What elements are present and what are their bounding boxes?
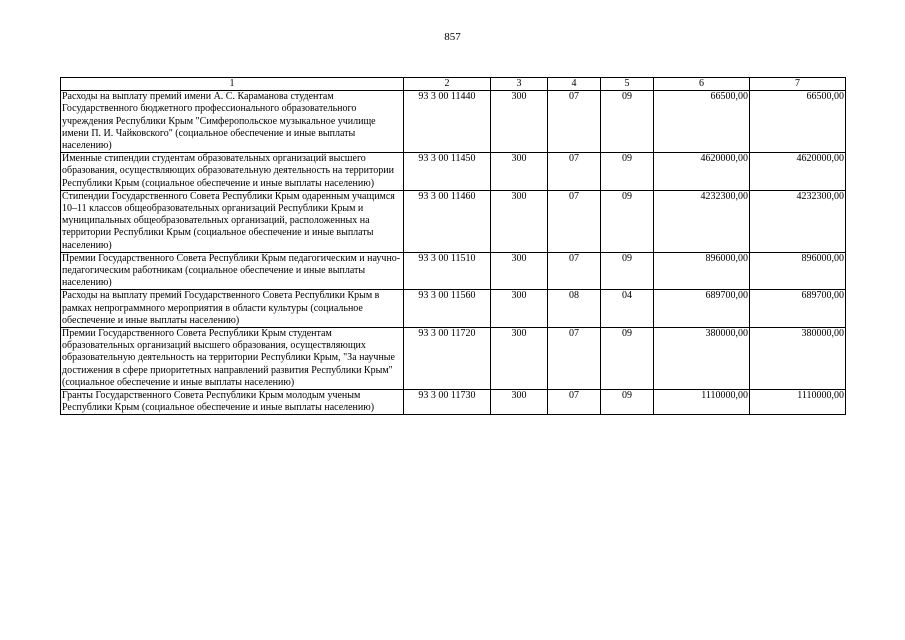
row-col3: 300 [491, 328, 548, 390]
row-col6: 380000,00 [654, 328, 750, 390]
row-col6: 4232300,00 [654, 190, 750, 252]
row-code: 93 3 00 11440 [404, 91, 491, 153]
row-col6: 66500,00 [654, 91, 750, 153]
row-col6: 1110000,00 [654, 390, 750, 415]
row-col6: 689700,00 [654, 290, 750, 328]
row-col3: 300 [491, 290, 548, 328]
table-row [61, 153, 846, 191]
header-cell: 5 [601, 78, 654, 91]
row-col4: 07 [548, 328, 601, 390]
row-col4: 07 [548, 153, 601, 191]
row-code: 93 3 00 11720 [404, 328, 491, 390]
header-cell: 4 [548, 78, 601, 91]
row-col6: 4620000,00 [654, 153, 750, 191]
row-col4: 07 [548, 390, 601, 415]
row-col6: 896000,00 [654, 252, 750, 290]
row-col7: 380000,00 [750, 328, 846, 390]
row-description: Именные стипендии студентам образовательных организаций высшего образования, осуществляющих образовательную деятельность на территории Республики Крым (социальное обеспечение и иные выплаты населению) [61, 153, 404, 191]
row-col4: 07 [548, 252, 601, 290]
row-col7: 4232300,00 [750, 190, 846, 252]
row-description: Премии Государственного Совета Республики Крым студентам образовательных организаций высшего образования, осуществляющих образовательную деятельность на территории Республики Крым, "За научные достижения в сфере приоритетных направлений развития Республики Крым" (социальное обеспечение и иные выплаты населению) [61, 328, 404, 390]
row-col7: 896000,00 [750, 252, 846, 290]
row-col4: 07 [548, 190, 601, 252]
row-col3: 300 [491, 153, 548, 191]
row-col5: 04 [601, 290, 654, 328]
row-col3: 300 [491, 390, 548, 415]
row-col3: 300 [491, 252, 548, 290]
row-code: 93 3 00 11560 [404, 290, 491, 328]
row-col3: 300 [491, 190, 548, 252]
row-col5: 09 [601, 328, 654, 390]
row-description: Расходы на выплату премий имени А. С. Караманова студентам Государственного бюджетного профессионального образовательного учреждения Республики Крым "Симферопольское музыкальное училище имени П. И. Чайковского" (социальное обеспечение и иные выплаты населению) [61, 91, 404, 153]
row-description: Расходы на выплату премий Государственного Совета Республики Крым в рамках непрограммного мероприятия в области культуры (социальное обеспечение и иные выплаты населению) [61, 290, 404, 328]
row-col5: 09 [601, 91, 654, 153]
table-row [61, 328, 846, 390]
table-row [61, 290, 846, 328]
table-row [61, 190, 846, 252]
row-col5: 09 [601, 252, 654, 290]
row-code: 93 3 00 11730 [404, 390, 491, 415]
row-code: 93 3 00 11510 [404, 252, 491, 290]
page-number: 857 [444, 31, 461, 43]
row-col7: 4620000,00 [750, 153, 846, 191]
header-cell: 6 [654, 78, 750, 91]
row-col5: 09 [601, 190, 654, 252]
header-cell: 3 [491, 78, 548, 91]
table-row [61, 390, 846, 415]
row-col3: 300 [491, 91, 548, 153]
row-description: Гранты Государственного Совета Республики Крым молодым ученым Республики Крым (социальное обеспечение и иные выплаты населению) [61, 390, 404, 415]
table-row [61, 252, 846, 290]
row-col4: 08 [548, 290, 601, 328]
row-col7: 689700,00 [750, 290, 846, 328]
header-cell: 2 [404, 78, 491, 91]
row-description: Стипендии Государственного Совета Республики Крым одаренным учащимся 10–11 классов общеобразовательных организаций Республики Крым и муниципальных общеобразовательных организаций, расположенных на территории Республики Крым (социальное обеспечение и иные выплаты населению) [61, 190, 404, 252]
row-description: Премии Государственного Совета Республики Крым педагогическим и научно-педагогическим работникам (социальное обеспечение и иные выплаты населению) [61, 252, 404, 290]
row-col7: 1110000,00 [750, 390, 846, 415]
header-cell: 7 [750, 78, 846, 91]
header-row [61, 78, 846, 91]
row-code: 93 3 00 11450 [404, 153, 491, 191]
row-col7: 66500,00 [750, 91, 846, 153]
row-col5: 09 [601, 390, 654, 415]
row-col4: 07 [548, 91, 601, 153]
budget-table [60, 77, 846, 415]
table-row [61, 91, 846, 153]
header-cell: 1 [61, 78, 404, 91]
row-col5: 09 [601, 153, 654, 191]
row-code: 93 3 00 11460 [404, 190, 491, 252]
